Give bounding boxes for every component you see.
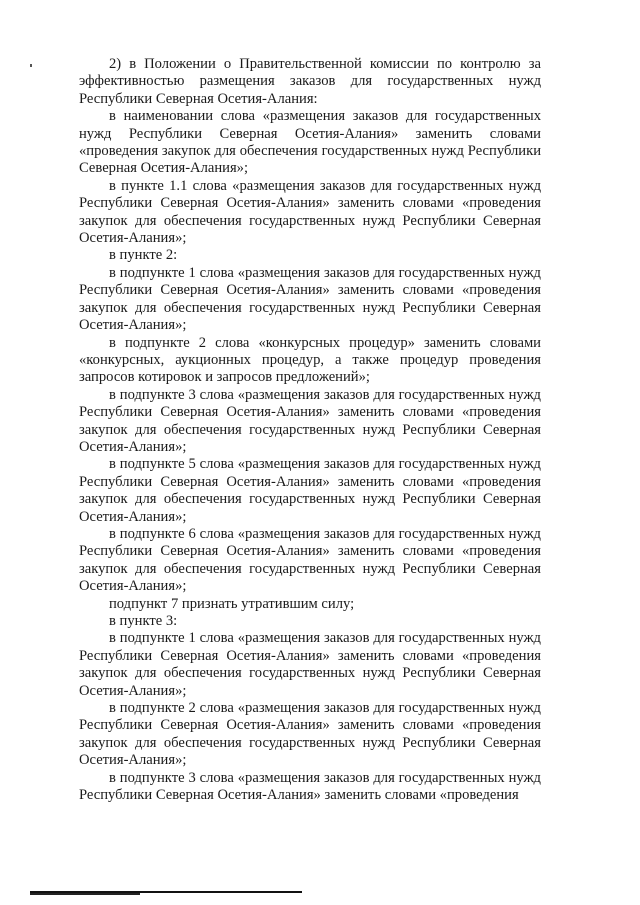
paragraph-intro: 2) в Положении о Правительственной комиссии по контролю за эффективностью размещения заказов для государственных нужд Республики Северная Осетия-Алания: bbox=[79, 56, 541, 107]
paragraph-point-2-heading: в пункте 2: bbox=[109, 247, 178, 264]
paragraph-point-2-sub-1: в подпункте 1 слова «размещения заказов для государственных нужд Республики Северная Осетия-Алания» заменить словами «проведения закупок для обеспечения государственных нужд Республики Северная Осетия-Алания»; bbox=[79, 264, 541, 334]
paragraph-point-1-1: в пункте 1.1 слова «размещения заказов для государственных нужд Республики Северная Осетия-Алания» заменить словами «проведения закупок для обеспечения государственных нужд Республики Северная Осетия-Алания»; bbox=[79, 177, 541, 247]
margin-mark bbox=[30, 64, 32, 67]
paragraph-point-3-sub-2: в подпункте 2 слова «размещения заказов для государственных нужд Республики Северная Осетия-Алания» заменить словами «проведения закупок для обеспечения государственных нужд Республики Северная Осетия-Алания»; bbox=[79, 700, 541, 769]
paragraph-point-2-sub-6: в подпункте 6 слова «размещения заказов для государственных нужд Республики Северная Осетия-Алания» заменить словами «проведения закупок для обеспечения государственных нужд Республики Северная Осетия-Алания»; bbox=[79, 525, 541, 595]
paragraph-point-3-sub-3: в подпункте 3 слова «размещения заказов для государственных нужд Республики Северная Осетия-Алания» заменить словами «проведения bbox=[79, 769, 541, 804]
paragraph-point-2-sub-3: в подпункте 3 слова «размещения заказов для государственных нужд Республики Северная Осетия-Алания» заменить словами «проведения закупок для обеспечения государственных нужд Республики Северная Осетия-Алания»; bbox=[79, 386, 541, 455]
paragraph-point-2-sub-2: в подпункте 2 слова «конкурсных процедур» заменить словами «конкурсных, аукционных процедур, а также процедур проведения запросов котировок и запросов предложений»; bbox=[79, 334, 541, 386]
paragraph-point-2-sub-5: в подпункте 5 слова «размещения заказов для государственных нужд Республики Северная Осетия-Алания» заменить словами «проведения закупок для обеспечения государственных нужд Республики Северная Осетия-Алания»; bbox=[79, 456, 541, 525]
document-body bbox=[79, 56, 541, 804]
paragraph-title-change: в наименовании слова «размещения заказов для государственных нужд Республики Северная Осетия-Алания» заменить словами «проведения закупок для обеспечения государственных нужд Республики Северная Осетия-Алания»; bbox=[79, 108, 541, 177]
paragraph-point-3-sub-1: в подпункте 1 слова «размещения заказов для государственных нужд Республики Северная Осетия-Алания» заменить словами «проведения закупок для обеспечения государственных нужд Республики Северная Осетия-Алания»; bbox=[79, 630, 541, 699]
paragraph-point-2-sub-7: подпункт 7 признать утратившим силу; bbox=[109, 595, 355, 612]
footer-rule-mark bbox=[30, 893, 140, 895]
paragraph-point-3-heading: в пункте 3: bbox=[109, 613, 178, 629]
